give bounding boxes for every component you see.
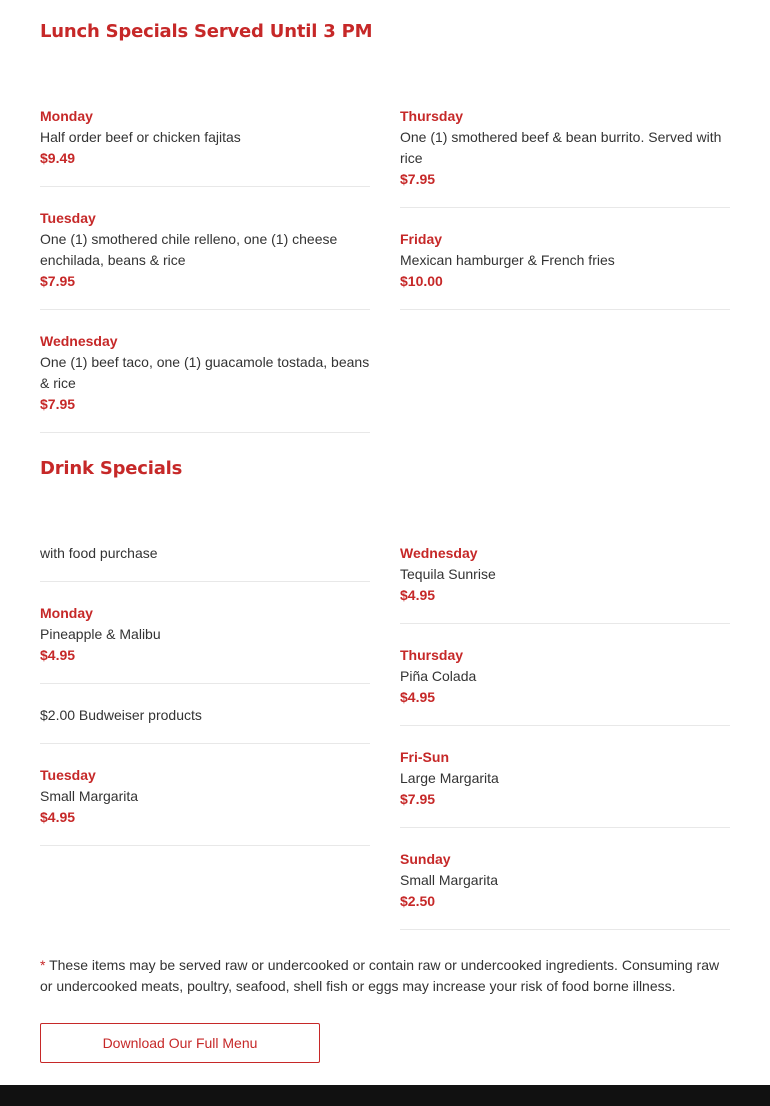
- drink-desc: Pineapple & Malibu: [40, 626, 161, 642]
- drink-day: Thursday: [400, 647, 464, 663]
- lunch-specials-title: Lunch Specials Served Until 3 PM: [40, 21, 373, 42]
- drink-day: Sunday: [400, 851, 451, 867]
- drink-price: $4.95: [400, 689, 436, 705]
- drink-note-food-purchase: [40, 543, 370, 582]
- drink-item-thursday: [400, 645, 730, 726]
- drink-price: $7.95: [400, 791, 436, 807]
- lunch-day: Tuesday: [40, 210, 96, 226]
- lunch-price: $10.00: [400, 273, 443, 289]
- lunch-desc: One (1) smothered beef & bean burrito. Served with rice: [400, 129, 722, 166]
- drink-note: $2.00 Budweiser products: [40, 707, 202, 723]
- drink-item-sunday: [400, 849, 730, 930]
- drink-note-budweiser: [40, 705, 370, 744]
- drink-left-column: [40, 543, 370, 867]
- drink-day: Wednesday: [400, 545, 478, 561]
- drink-item-monday: [40, 603, 370, 684]
- drink-day: Fri-Sun: [400, 749, 449, 765]
- drink-day: Tuesday: [40, 767, 96, 783]
- lunch-desc: Half order beef or chicken fajitas: [40, 129, 241, 145]
- drink-price: $4.95: [40, 809, 76, 825]
- lunch-item-thursday: [400, 106, 730, 208]
- lunch-left-column: [40, 106, 370, 454]
- drink-specials-title: Drink Specials: [40, 458, 183, 479]
- lunch-day: Monday: [40, 108, 93, 124]
- drink-desc: Small Margarita: [40, 788, 139, 804]
- drink-price: $4.95: [400, 587, 436, 603]
- food-safety-disclaimer: [40, 955, 730, 997]
- lunch-price: $9.49: [40, 150, 76, 166]
- drink-desc: Small Margarita: [400, 872, 499, 888]
- lunch-day: Thursday: [400, 108, 464, 124]
- lunch-desc: One (1) smothered chile relleno, one (1) cheese enchilada, beans & rice: [40, 231, 338, 268]
- drink-desc: Piña Colada: [400, 668, 477, 684]
- lunch-item-friday: [400, 229, 730, 310]
- lunch-day: Friday: [400, 231, 443, 247]
- drink-day: Monday: [40, 605, 93, 621]
- drink-item-wednesday: [400, 543, 730, 624]
- drink-price: $4.95: [40, 647, 76, 663]
- lunch-price: $7.95: [400, 171, 436, 187]
- drink-right-column: [400, 543, 730, 951]
- drink-item-tuesday: [40, 765, 370, 846]
- lunch-desc: Mexican hamburger & French fries: [400, 252, 615, 268]
- disclaimer-text: These items may be served raw or undercooked or contain raw or undercooked ingredients. Consuming raw or undercooked meats, poultry, seafood, shell fish or eggs may increase your risk of food borne illness.: [40, 957, 720, 994]
- download-full-menu-button[interactable]: Download Our Full Menu: [40, 1023, 320, 1063]
- drink-price: $2.50: [400, 893, 436, 909]
- lunch-day: Wednesday: [40, 333, 118, 349]
- drink-desc: Tequila Sunrise: [400, 566, 496, 582]
- disclaimer-asterisk: *: [40, 957, 46, 973]
- lunch-desc: One (1) beef taco, one (1) guacamole tostada, beans & rice: [40, 354, 370, 391]
- lunch-item-tuesday: [40, 208, 370, 310]
- lunch-right-column: [400, 106, 730, 331]
- lunch-price: $7.95: [40, 396, 76, 412]
- drink-item-fri-sun: [400, 747, 730, 828]
- lunch-item-monday: [40, 106, 370, 187]
- lunch-price: $7.95: [40, 273, 76, 289]
- page-footer: [0, 1085, 770, 1106]
- lunch-item-wednesday: [40, 331, 370, 433]
- drink-note: with food purchase: [40, 545, 158, 561]
- drink-desc: Large Margarita: [400, 770, 499, 786]
